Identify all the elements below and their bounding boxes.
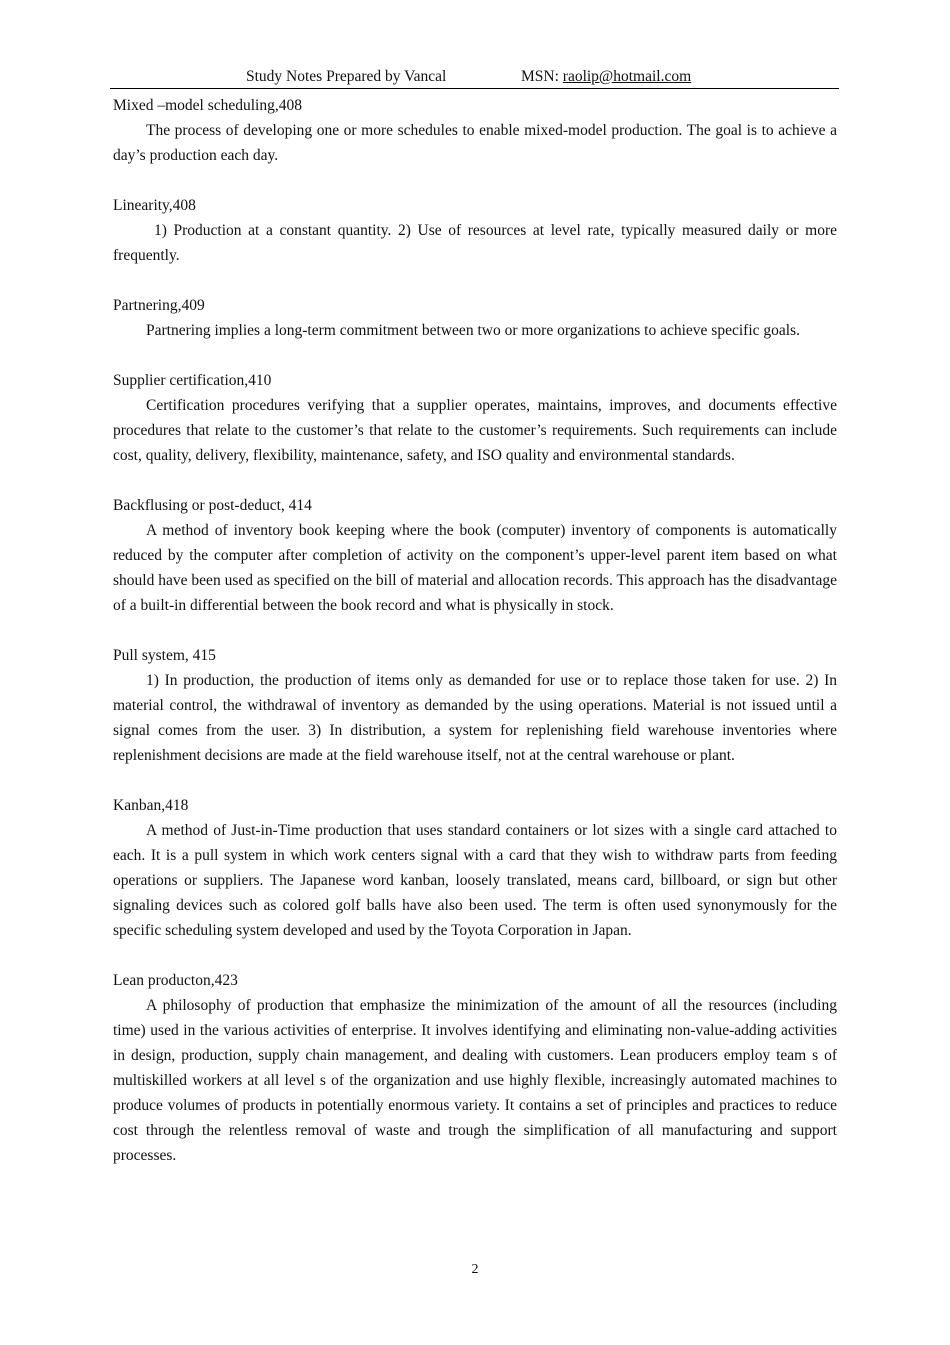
entry-term: Lean producton,423 xyxy=(113,972,238,989)
header-prepared-by: Study Notes Prepared by Vancal xyxy=(246,68,447,85)
glossary-entry xyxy=(113,493,837,618)
entry-term: Supplier certification,410 xyxy=(113,372,272,389)
glossary-entry xyxy=(113,968,837,1168)
glossary-entry xyxy=(113,93,837,168)
glossary-entry xyxy=(113,368,837,468)
document-body xyxy=(113,93,837,1193)
entry-definition: A method of inventory book keeping where the book (computer) inventory of components is automatically reduced by the computer after completion of activity on the component’s upper-level parent item based on what should have been used as specified on the bill of material and allocation records. This approach has the disadvantage of a built-in differential between the book record and what is physically in stock. xyxy=(113,522,837,614)
page-number: 2 xyxy=(471,1262,479,1277)
entry-term: Partnering,409 xyxy=(113,297,205,314)
glossary-entry xyxy=(113,793,837,943)
entry-definition: 1) Production at a constant quantity. 2) Use of resources at level rate, typically measured daily or more frequently. xyxy=(113,222,837,264)
page-header xyxy=(110,66,839,89)
entry-term: Pull system, 415 xyxy=(113,647,216,664)
entry-term: Linearity,408 xyxy=(113,197,196,214)
entry-definition: The process of developing one or more schedules to enable mixed-model production. The goal is to achieve a day’s production each day. xyxy=(113,122,837,164)
entry-term: Kanban,418 xyxy=(113,797,189,814)
entry-term: Backflusing or post-deduct, 414 xyxy=(113,497,312,514)
header-msn xyxy=(521,68,691,86)
entry-definition: A method of Just-in-Time production that uses standard containers or lot sizes with a single card attached to each. It is a pull system in which work centers signal with a card that they wish to withdraw parts from feeding operations or suppliers. The Japanese word kanban, loosely translated, means card, billboard, or sign but other signaling devices such as colored golf balls have also been used. The term is often used synonymously for the specific scheduling system developed and used by the Toyota Corporation in Japan. xyxy=(113,822,837,939)
email-link[interactable]: raolip@hotmail.com xyxy=(562,68,692,85)
glossary-entry xyxy=(113,293,837,343)
glossary-entry xyxy=(113,193,837,268)
entry-definition: A philosophy of production that emphasize the minimization of the amount of all the resources (including time) used in the various activities of enterprise. It involves identifying and eliminating non-value-adding activities in design, production, supply chain management, and dealing with customers. Lean producers employ team s of multiskilled workers at all level s of the organization and use highly flexible, increasingly automated machines to produce volumes of products in potentially enormous variety. It contains a set of principles and practices to reduce cost through the relentless removal of waste and trough the simplification of all manufacturing and support processes. xyxy=(113,997,837,1164)
entry-definition: Partnering implies a long-term commitment between two or more organizations to achieve specific goals. xyxy=(146,322,800,339)
entry-term: Mixed –model scheduling,408 xyxy=(113,97,302,114)
glossary-entry xyxy=(113,643,837,768)
msn-label: MSN: xyxy=(521,68,559,85)
entry-definition: 1) In production, the production of items only as demanded for use or to replace those taken for use. 2) In material control, the withdrawal of inventory as demanded by the using operations. Material is not issued until a signal comes from the user. 3) In distribution, a system for replenishing field warehouse inventories where replenishment decisions are made at the field warehouse itself, not at the central warehouse or plant. xyxy=(113,672,837,764)
entry-definition: Certification procedures verifying that a supplier operates, maintains, improves, and documents effective procedures that relate to the customer’s that relate to the customer’s requirements. Such requirements can include cost, quality, delivery, flexibility, maintenance, safety, and ISO quality and environmental standards. xyxy=(113,397,837,464)
